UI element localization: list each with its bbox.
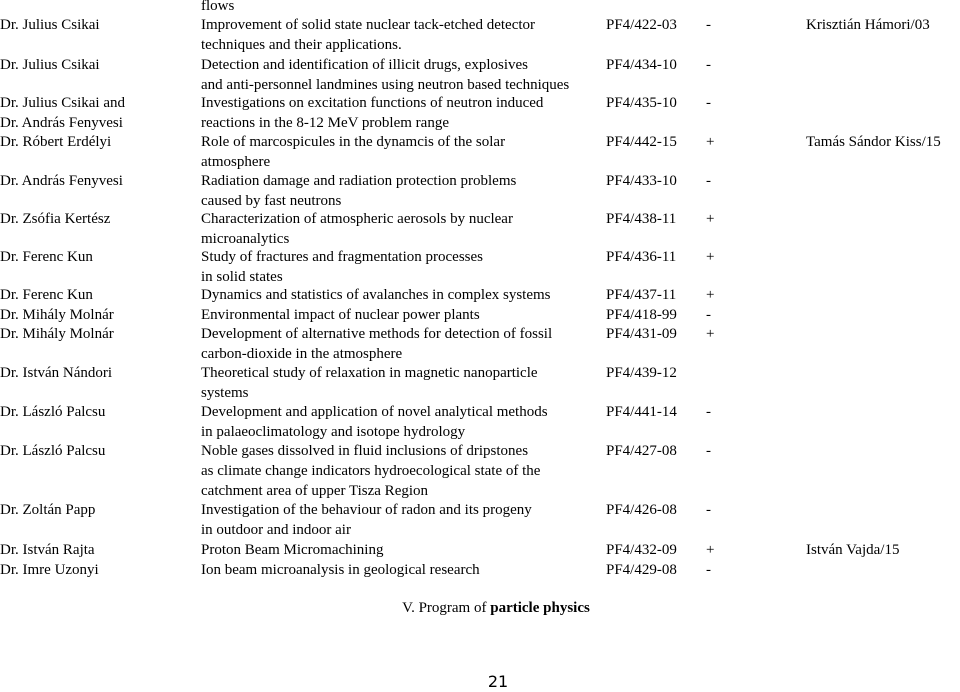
project-title-line: Characterization of atmospheric aerosols by nuclear [201, 211, 513, 227]
project-title-line: Study of fractures and fragmentation processes [201, 249, 483, 265]
researcher-name: Dr. László Palcsu [0, 443, 106, 459]
project-title-line: Development of alternative methods for detection of fossil [201, 326, 553, 342]
project-code: PF4/436-11 [606, 249, 677, 265]
project-title-line: Detection and identification of illicit drugs, explosives [201, 57, 529, 73]
researcher-name: Dr. István Nándori [0, 365, 113, 381]
section-heading-prefix: V. Program of [402, 600, 491, 616]
project-title-line: Dynamics and statistics of avalanches in complex systems [201, 287, 551, 303]
status-mark: - [706, 57, 711, 73]
project-code: PF4/439-12 [606, 365, 677, 381]
project-title-line: as climate change indicators hydroecological state of the [201, 463, 541, 479]
status-mark: + [706, 542, 715, 558]
project-title-line: atmosphere [201, 154, 271, 170]
project-title-line: Investigation of the behaviour of radon and its progeny [201, 502, 532, 518]
project-code: PF4/434-10 [606, 57, 677, 73]
status-mark: + [706, 326, 715, 342]
project-title-line: in solid states [201, 269, 283, 285]
status-mark: - [706, 173, 711, 189]
section-heading [0, 598, 960, 618]
status-mark: + [706, 249, 715, 265]
project-code: PF4/438-11 [606, 211, 677, 227]
partner-name: Krisztián Hámori/03 [806, 17, 930, 33]
project-code: PF4/422-03 [606, 17, 677, 33]
project-title-line: Ion beam microanalysis in geological research [201, 562, 480, 578]
status-mark: - [706, 443, 711, 459]
researcher-name: Dr. István Rajta [0, 542, 95, 558]
project-title-line: Role of marcospicules in the dynamcis of the solar [201, 134, 506, 150]
project-code: PF4/426-08 [606, 502, 677, 518]
partner-name: István Vajda/15 [806, 542, 900, 558]
project-code: PF4/432-09 [606, 542, 677, 558]
project-title-line: in outdoor and indoor air [201, 522, 351, 538]
project-title-line: and anti-personnel landmines using neutron based techniques [201, 77, 570, 93]
project-title-line: techniques and their applications. [201, 37, 402, 53]
researcher-name: Dr. Mihály Molnár [0, 326, 114, 342]
partner-name: Tamás Sándor Kiss/15 [806, 134, 941, 150]
status-mark: + [706, 287, 715, 303]
project-code: PF4/418-99 [606, 307, 677, 323]
status-mark: - [706, 404, 711, 420]
project-code: PF4/441-14 [606, 404, 677, 420]
project-code: PF4/427-08 [606, 443, 677, 459]
project-title-line: microanalytics [201, 231, 290, 247]
researcher-name: Dr. Ferenc Kun [0, 287, 93, 303]
status-mark: - [706, 562, 711, 578]
project-title-line: in palaeoclimatology and isotope hydrology [201, 424, 466, 440]
page-number: 21 [487, 672, 509, 691]
status-mark: + [706, 134, 715, 150]
project-title-line: systems [201, 385, 249, 401]
project-code: PF4/437-11 [606, 287, 677, 303]
researcher-name: Dr. Julius Csikai [0, 17, 100, 33]
project-code: PF4/429-08 [606, 562, 677, 578]
project-title-line: Development and application of novel analytical methods [201, 404, 548, 420]
researcher-name: Dr. András Fenyvesi [0, 115, 123, 131]
project-title-line: reactions in the 8-12 MeV problem range [201, 115, 449, 131]
researcher-name: Dr. Ferenc Kun [0, 249, 93, 265]
project-title-line: Theoretical study of relaxation in magnetic nanoparticle [201, 365, 538, 381]
project-code: PF4/435-10 [606, 95, 677, 111]
researcher-name: Dr. Zoltán Papp [0, 502, 96, 518]
project-title-line: Environmental impact of nuclear power plants [201, 307, 480, 323]
researcher-name: Dr. Mihály Molnár [0, 307, 114, 323]
project-title-line: catchment area of upper Tisza Region [201, 483, 429, 499]
researcher-name: Dr. Julius Csikai and [0, 95, 126, 111]
project-title-line: carbon-dioxide in the atmosphere [201, 346, 403, 362]
status-mark: - [706, 307, 711, 323]
project-title-line: Proton Beam Micromachining [201, 542, 384, 558]
project-title-line: Investigations on excitation functions of neutron induced [201, 95, 544, 111]
researcher-name: Dr. László Palcsu [0, 404, 106, 420]
project-code: PF4/431-09 [606, 326, 677, 342]
project-title-line: Improvement of solid state nuclear tack-etched detector [201, 17, 536, 33]
researcher-name: Dr. Imre Uzonyi [0, 562, 99, 578]
project-title-line: Noble gases dissolved in fluid inclusions of dripstones [201, 443, 529, 459]
project-title-line: Radiation damage and radiation protection problems [201, 173, 517, 189]
project-title-line: caused by fast neutrons [201, 193, 342, 209]
status-mark: - [706, 95, 711, 111]
researcher-name: Dr. Zsófia Kertész [0, 211, 111, 227]
section-heading-bold: particle physics [490, 600, 590, 616]
researcher-name: Dr. Róbert Erdélyi [0, 134, 112, 150]
project-code: PF4/433-10 [606, 173, 677, 189]
top-fragment: flows [201, 0, 235, 14]
status-mark: - [706, 17, 711, 33]
project-code: PF4/442-15 [606, 134, 677, 150]
status-mark: - [706, 502, 711, 518]
researcher-name: Dr. András Fenyvesi [0, 173, 123, 189]
status-mark: + [706, 211, 715, 227]
researcher-name: Dr. Julius Csikai [0, 57, 100, 73]
